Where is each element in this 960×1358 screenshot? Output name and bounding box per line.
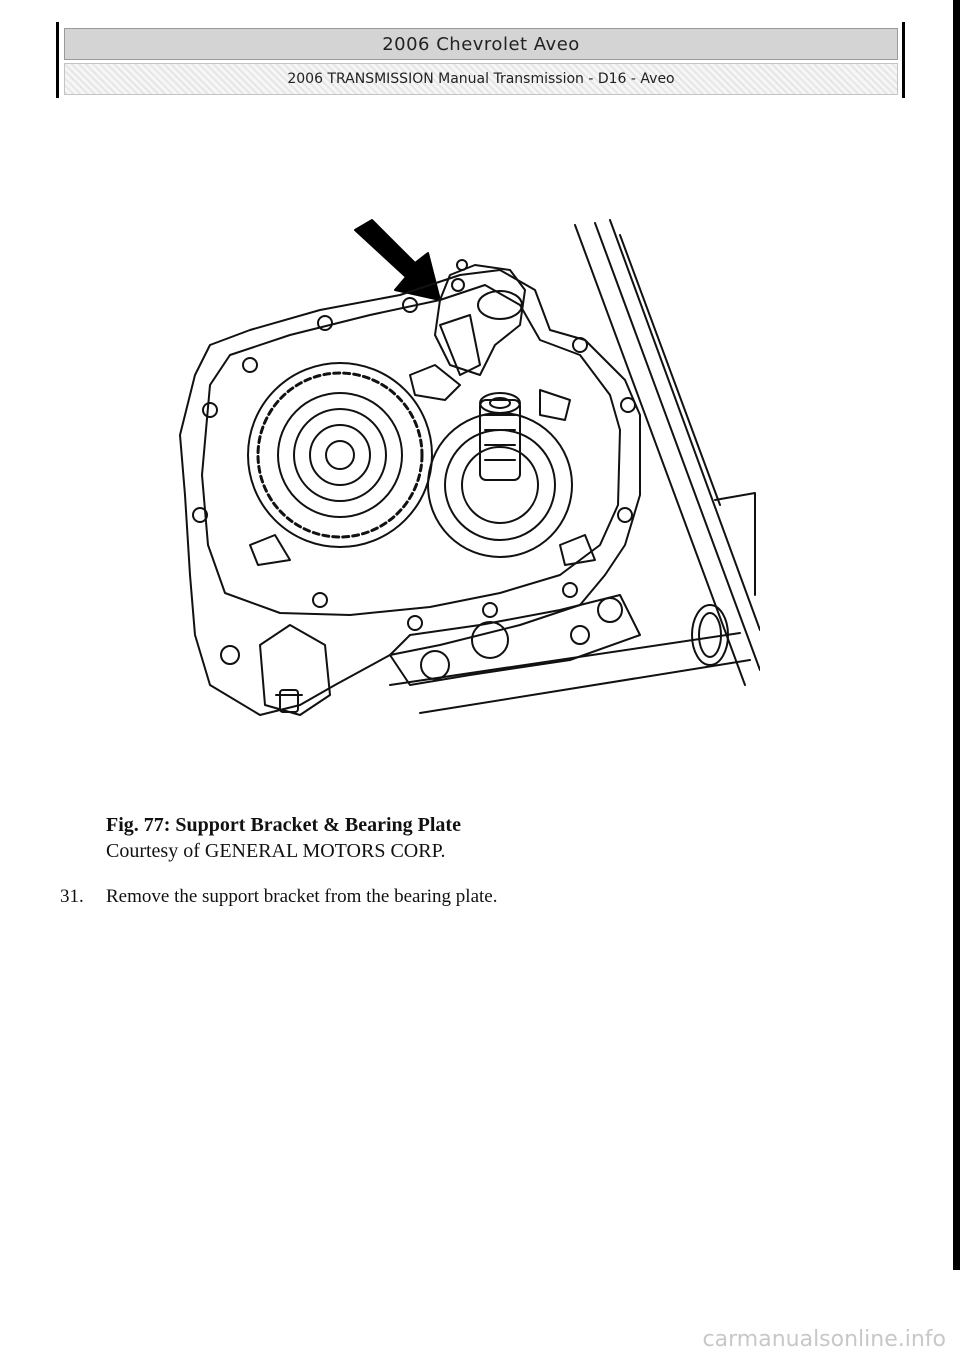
page-edge-bar bbox=[953, 0, 960, 1270]
step-text: Remove the support bracket from the bearing plate. bbox=[106, 886, 498, 907]
header-title: 2006 Chevrolet Aveo bbox=[64, 28, 898, 60]
page-header bbox=[64, 28, 898, 96]
header-subtitle: 2006 TRANSMISSION Manual Transmission - D16 - Aveo bbox=[64, 63, 898, 95]
callout-arrow bbox=[355, 220, 440, 300]
transmission-illustration bbox=[140, 215, 760, 725]
watermark: carmanualsonline.info bbox=[702, 1327, 946, 1352]
figure-caption bbox=[106, 812, 461, 864]
ring-gear bbox=[248, 363, 432, 547]
caption-title: Fig. 77: Support Bracket & Bearing Plate bbox=[106, 814, 461, 836]
caption-credit: Courtesy of GENERAL MOTORS CORP. bbox=[106, 840, 446, 862]
header-right-rule bbox=[902, 22, 905, 98]
header-left-rule bbox=[56, 22, 59, 98]
procedure-step bbox=[60, 886, 497, 908]
step-number: 31. bbox=[60, 886, 84, 907]
frame-lines bbox=[390, 220, 760, 713]
